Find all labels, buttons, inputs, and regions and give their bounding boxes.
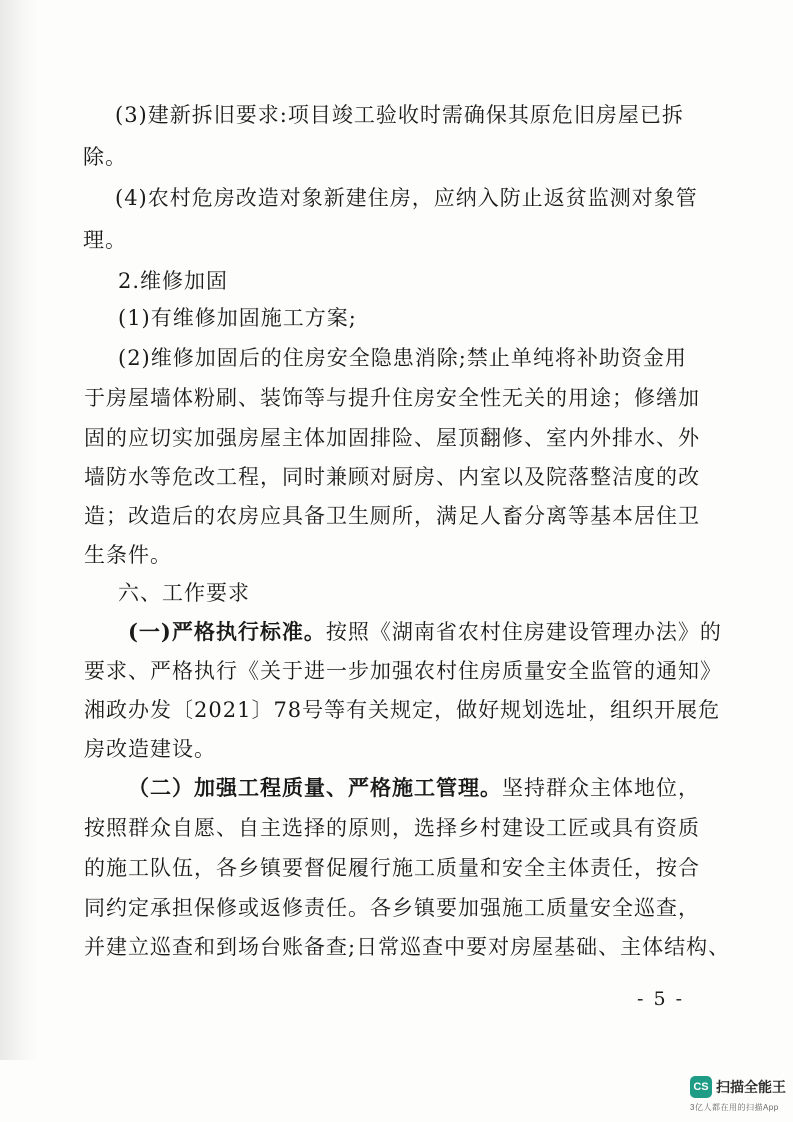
scanner-watermark: [690, 1076, 790, 1116]
text-line: (2)维修加固后的住房安全隐患消除;禁止单纯将补助资金用: [118, 346, 687, 370]
text-line: 除。: [83, 145, 127, 169]
paragraph-text: 按照《湖南省农村住房建设管理办法》的: [325, 620, 722, 644]
text-line: 理。: [83, 228, 127, 252]
text-line: 同约定承担保修或返修责任。各乡镇要加强施工质量安全巡查，: [84, 896, 700, 920]
watermark-name: 扫描全能王: [716, 1079, 786, 1095]
paragraph-heading: （二）加强工程质量、严格施工管理。: [128, 775, 502, 800]
paragraph-text: 坚持群众主体地位，: [502, 776, 700, 800]
text-line: 房改造建设。: [84, 737, 216, 761]
camscanner-logo-icon: CS: [690, 1076, 712, 1098]
paragraph-heading: (一)严格执行标准。: [128, 619, 326, 644]
text-line: 造；改造后的农房应具备卫生厕所，满足人畜分离等基本居住卫: [84, 504, 700, 528]
text-line: (1)有维修加固施工方案;: [118, 306, 357, 330]
paragraph-first-line: [128, 773, 700, 803]
paragraph-first-line: [128, 617, 722, 647]
text-line: 湘政办发〔2021〕78号等有关规定，做好规划选址，组织开展危: [84, 698, 721, 722]
page-number: - 5 -: [637, 988, 685, 1010]
text-line: (4)农村危房改造对象新建住房，应纳入防止返贫监测对象管: [115, 186, 698, 210]
section-heading: 六、工作要求: [118, 581, 250, 605]
text-line: 于房屋墙体粉刷、装饰等与提升住房安全性无关的用途；修缮加: [84, 386, 700, 410]
text-line: 固的应切实加强房屋主体加固排险、屋顶翻修、室内外排水、外: [84, 426, 700, 450]
text-line: 生条件。: [84, 543, 172, 567]
text-line: 按照群众自愿、自主选择的原则，选择乡村建设工匠或具有资质: [84, 816, 700, 840]
text-line: (3)建新拆旧要求:项目竣工验收时需确保其原危旧房屋已拆: [115, 103, 684, 127]
text-line: 要求、严格执行《关于进一步加强农村住房质量安全监管的通知》: [84, 659, 722, 683]
scan-shadow: [0, 0, 40, 1060]
text-line: 的施工队伍，各乡镇要督促履行施工质量和安全主体责任，按合: [84, 856, 700, 880]
text-line: 并建立巡查和到场台账备查;日常巡查中要对房屋基础、主体结构、: [84, 935, 731, 959]
section-heading: 2.维修加固: [118, 269, 229, 293]
text-line: 墙防水等危改工程，同时兼顾对厨房、内室以及院落整洁度的改: [84, 465, 700, 489]
watermark-tagline: 3亿人都在用的扫描App: [690, 1103, 779, 1112]
